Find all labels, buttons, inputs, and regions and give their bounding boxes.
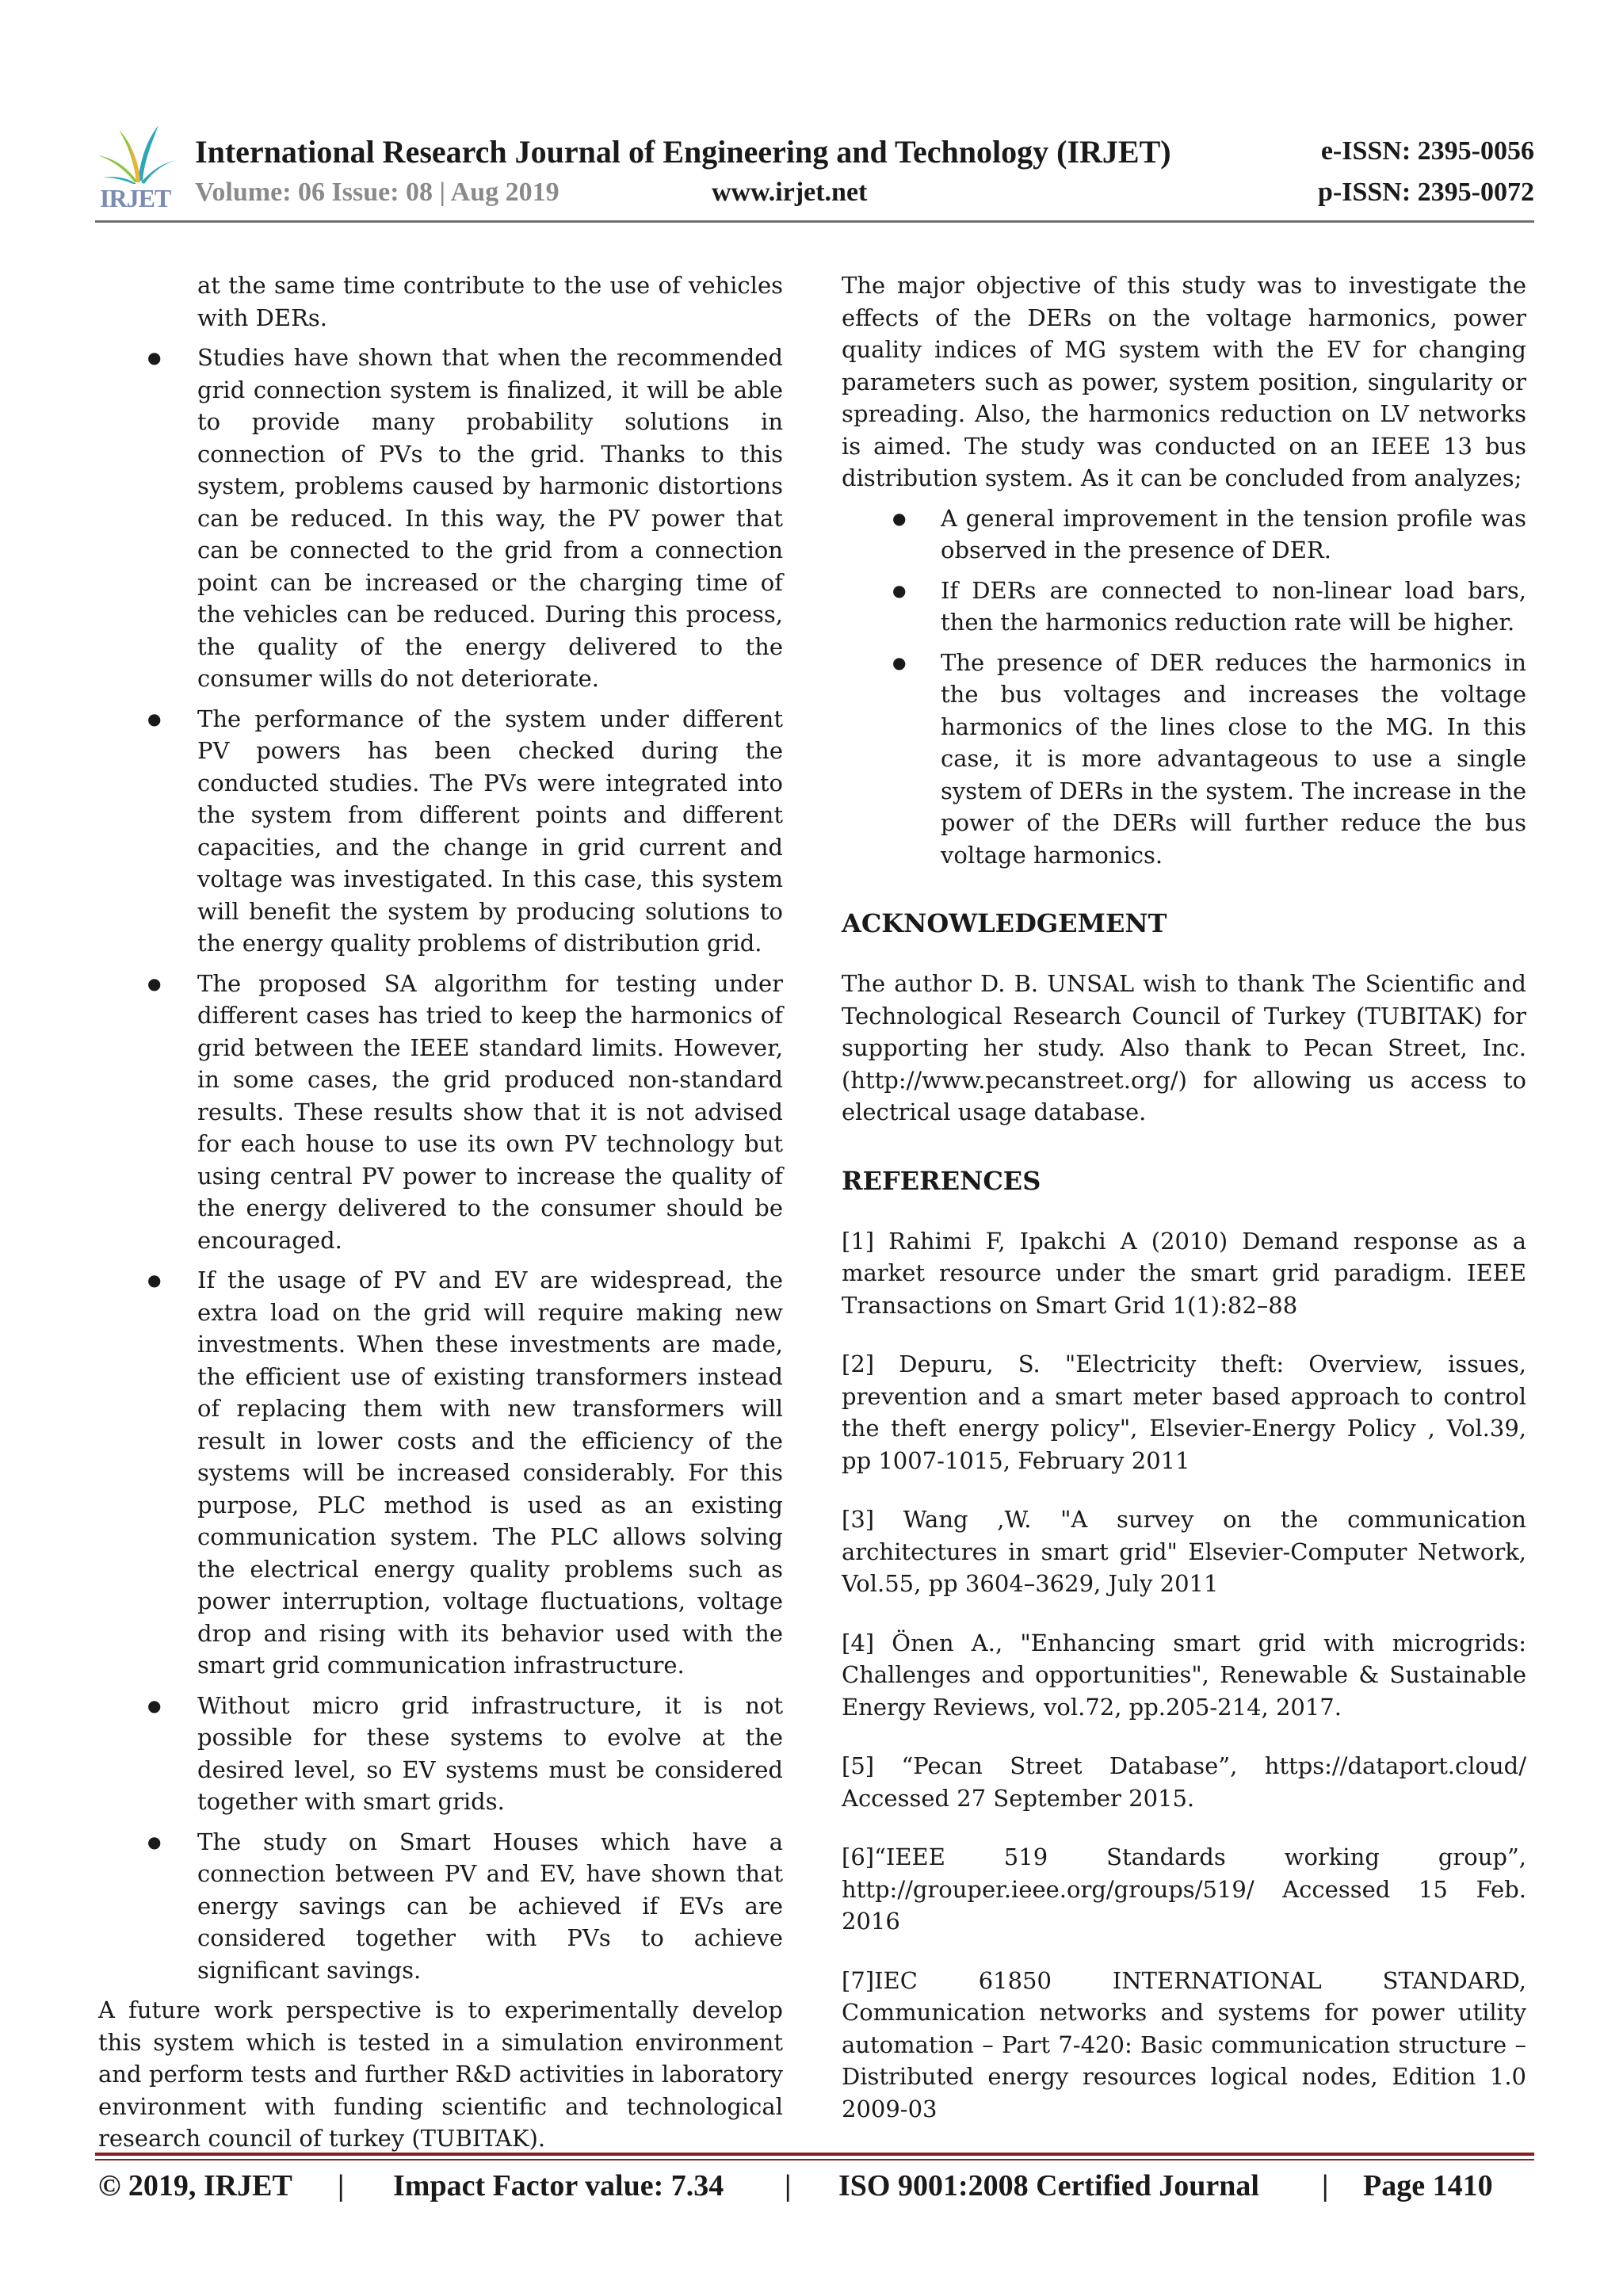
list-item: ● The performance of the system under different PV powers has been checked during the conducted studies. The PVs were integrated into the system from different points and different capacities, and the change in grid current and voltage was investigated. In this case, this system will benefit the system by producing solutions to the energy quality problems of distribution grid. xyxy=(98,703,783,960)
footer-divider-thick xyxy=(95,2153,1534,2156)
header-divider xyxy=(95,220,1534,223)
footer-separator: | xyxy=(1322,2169,1329,2202)
p-issn: p-ISSN: 2395-0072 xyxy=(1318,178,1534,207)
logo-text: IRJET xyxy=(100,184,171,212)
irjet-logo xyxy=(95,119,178,212)
list-item: ● Studies have shown that when the recommended grid connection system is finalized, it will be able to provide many probability solutions in connection of PVs to the grid. Thanks to this system, problems caused by harmonic distortions can be reduced. In this way, the PV power that can be connected to the grid from a connection point can be increased or the charging time of the vehicles can be reduced. During this process, the quality of the energy delivered to the consumer wills do not deteriorate. xyxy=(98,342,783,695)
reference-item: [6]“IEEE 519 Standards working group”, http://grouper.ieee.org/groups/519/ Accessed 15 Feb. 2016 xyxy=(842,1843,1526,1935)
footer-separator: | xyxy=(785,2169,792,2202)
list-item: ● If DERs are connected to non-linear load bars, then the harmonics reduction rate will be higher. xyxy=(842,575,1526,639)
page-footer xyxy=(98,2168,1537,2216)
intro-paragraph: The major objective of this study was to investigate the effects of the DERs on the voltage harmonics, power quality indices of MG system with the EV for changing parameters such as power, system position, singularity or spreading. Also, the harmonics reduction on LV networks is aimed. The study was conducted on an IEEE 13 bus distribution system. As it can be concluded from analyzes; xyxy=(842,272,1526,491)
reference-item: [2] Depuru, S. "Electricity theft: Overview, issues, prevention and a smart meter based approach to control the theft energy policy", Elsevier-Energy Policy , Vol.39, pp 1007-1015, February 2011 xyxy=(842,1350,1526,1474)
journal-title: International Research Journal of Engineering and Technology (IRJET) xyxy=(195,134,1171,170)
acknowledgement-text: The author D. B. UNSAL wish to thank The Scientific and Technological Research Council of Turkey (TUBITAK) for supporting her study. Also thank to Pecan Street, Inc. (http://www.pecanstreet.org/) for allowing us access to electrical usage database. xyxy=(842,970,1526,1125)
reference-item: [4] Önen A., "Enhancing smart grid with microgrids: Challenges and opportunities", Renewable & Sustainable Energy Reviews, vol.72, pp.205-214, 2017. xyxy=(842,1629,1526,1721)
footer-iso: ISO 9001:2008 Certified Journal xyxy=(838,2169,1259,2202)
continued-text: at the same time contribute to the use of vehicles with DERs. xyxy=(197,272,783,331)
reference-item: [5] “Pecan Street Database”, https://dataport.cloud/ Accessed 27 September 2015. xyxy=(842,1752,1526,1812)
volume-issue: Volume: 06 Issue: 08 | Aug 2019 xyxy=(195,178,559,207)
journal-website: www.irjet.net xyxy=(712,178,868,207)
footer-separator: | xyxy=(338,2169,345,2202)
list-item: ● If the usage of PV and EV are widespread, the extra load on the grid will require making new investments. When these investments are made, the efficient use of existing transformers instead of replacing them with new transformers will result in lower costs and the efficiency of the systems will be increased considerably. For this purpose, PLC method is used as an existing communication system. The PLC allows solving the electrical energy quality problems such as power interruption, voltage fluctuations, voltage drop and rising with its behavior used with the smart grid communication infrastructure. xyxy=(98,1264,783,1682)
page-header xyxy=(95,119,1534,230)
reference-list xyxy=(842,1225,1526,2126)
list-item: ● The presence of DER reduces the harmonics in the bus voltages and increases the voltage harmonics of the lines close to the MG. In this case, it is more advantageous to use a single system of DERs in the system. The increase in the power of the DERs will further reduce the bus voltage harmonics. xyxy=(842,647,1526,872)
left-bullet-list xyxy=(98,342,783,1986)
footer-divider-thin xyxy=(95,2159,1534,2160)
acknowledgement-heading: ACKNOWLEDGEMENT xyxy=(842,908,1167,938)
reference-item: [3] Wang ,W. "A survey on the communication architectures in smart grid" Elsevier-Computer Network, Vol.55, pp 3604–3629, July 2011 xyxy=(842,1506,1526,1597)
e-issn: e-ISSN: 2395-0056 xyxy=(1320,136,1534,166)
closing-paragraph: A future work perspective is to experimentally develop this system which is tested in a simulation environment and perform tests and further R&D activities in laboratory environment with funding scientific and technological research council of turkey (TUBITAK). xyxy=(98,1996,783,2152)
list-item: ● A general improvement in the tension profile was observed in the presence of DER. xyxy=(842,502,1526,567)
footer-copyright: © 2019, IRJET xyxy=(98,2169,292,2202)
list-item: ● The study on Smart Houses which have a connection between PV and EV, have shown that energy savings can be achieved if EVs are considered together with PVs to achieve significant savings. xyxy=(98,1826,783,1987)
list-item: ● Without micro grid infrastructure, it is not possible for these systems to evolve at the desired level, so EV systems must be considered together with smart grids. xyxy=(98,1690,783,1818)
left-column xyxy=(98,269,783,2155)
list-item: ● The proposed SA algorithm for testing under different cases has tried to keep the harmonics of grid between the IEEE standard limits. However, in some cases, the grid produced non-standard results. These results show that it is not advised for each house to use its own PV technology but using central PV power to increase the quality of the energy delivered to the consumer should be encouraged. xyxy=(98,968,783,1257)
footer-impact-factor: Impact Factor value: 7.34 xyxy=(393,2169,724,2202)
footer-page-number: Page 1410 xyxy=(1363,2169,1493,2202)
right-column xyxy=(842,269,1526,2152)
reference-item: [1] Rahimi F, Ipakchi A (2010) Demand response as a market resource under the smart grid paradigm. IEEE Transactions on Smart Grid 1(1):82–88 xyxy=(842,1227,1526,1319)
right-bullet-list xyxy=(842,502,1526,872)
reference-item: [7]IEC 61850 INTERNATIONAL STANDARD, Communication networks and systems for power utility automation – Part 7-420: Basic communication structure – Distributed energy resources logical nodes, Edition 1.0 2009-03 xyxy=(842,1966,1526,2122)
references-heading: REFERENCES xyxy=(842,1165,1041,1196)
logo-leaves-icon xyxy=(95,119,178,190)
